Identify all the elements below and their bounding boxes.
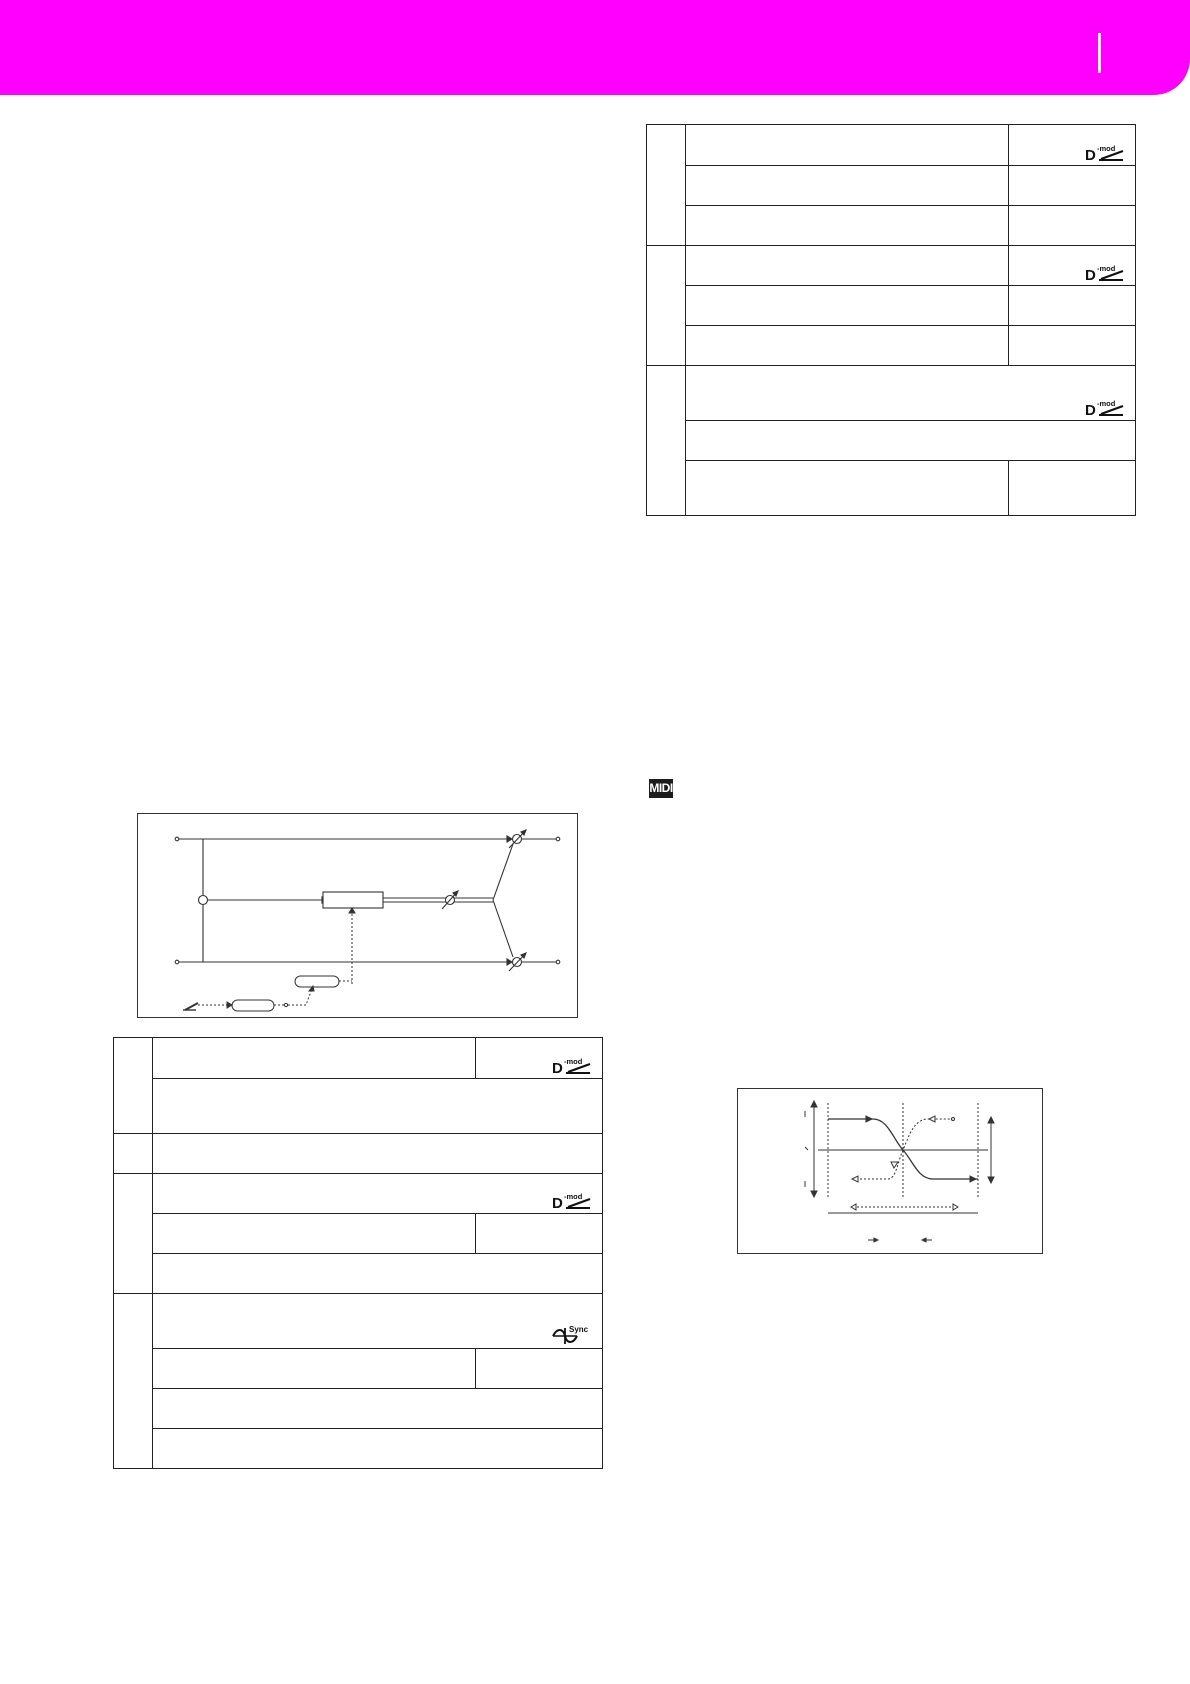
crossfade-diagram (737, 1088, 1043, 1254)
value-column-divider (475, 1038, 476, 1078)
group-divider (114, 1133, 602, 1134)
signal-flow-svg (138, 814, 579, 1019)
dmod-icon (552, 1190, 596, 1210)
svg-text:D: D (552, 1060, 563, 1075)
row-divider (152, 1253, 602, 1254)
svg-text:Sync: Sync (569, 1325, 589, 1334)
row-divider (685, 205, 1135, 206)
group-divider (114, 1293, 602, 1294)
svg-text:D: D (1085, 402, 1096, 417)
midi-icon: MIDI (649, 779, 673, 798)
row-divider (152, 1348, 602, 1349)
svg-text:-mod: -mod (1097, 264, 1116, 273)
group-divider (647, 365, 1135, 366)
svg-text:-mod: -mod (564, 1192, 583, 1201)
row-divider (152, 1428, 602, 1429)
crossfade-svg (738, 1089, 1044, 1255)
row-divider (152, 1213, 602, 1214)
row-divider (152, 1388, 602, 1389)
svg-text:D: D (1085, 267, 1096, 282)
value-column-divider (1008, 245, 1009, 365)
group-divider (114, 1173, 602, 1174)
header-banner (0, 0, 1190, 95)
group-divider (647, 245, 1135, 246)
value-column-divider (1008, 460, 1009, 515)
value-column-divider (475, 1213, 476, 1253)
row-divider (685, 325, 1135, 326)
row-divider (685, 165, 1135, 166)
dmod-icon (1085, 262, 1129, 282)
svg-text:-mod: -mod (1097, 144, 1116, 153)
row-divider (685, 420, 1135, 421)
index-column-divider (685, 125, 686, 515)
value-column-divider (1008, 125, 1009, 245)
row-divider (685, 460, 1135, 461)
svg-text:-mod: -mod (564, 1057, 583, 1066)
svg-text:D: D (552, 1195, 563, 1210)
right-parameter-table (646, 124, 1136, 516)
left-parameter-table (113, 1037, 603, 1469)
sync-icon (551, 1324, 595, 1344)
row-divider (685, 285, 1135, 286)
value-column-divider (475, 1348, 476, 1388)
dmod-icon (1085, 142, 1129, 162)
signal-flow-diagram (137, 813, 578, 1018)
dmod-icon (552, 1055, 596, 1075)
row-divider (152, 1078, 602, 1079)
svg-text:D: D (1085, 147, 1096, 162)
page-marker (1098, 33, 1101, 73)
svg-text:-mod: -mod (1097, 399, 1116, 408)
dmod-icon (1085, 397, 1129, 417)
